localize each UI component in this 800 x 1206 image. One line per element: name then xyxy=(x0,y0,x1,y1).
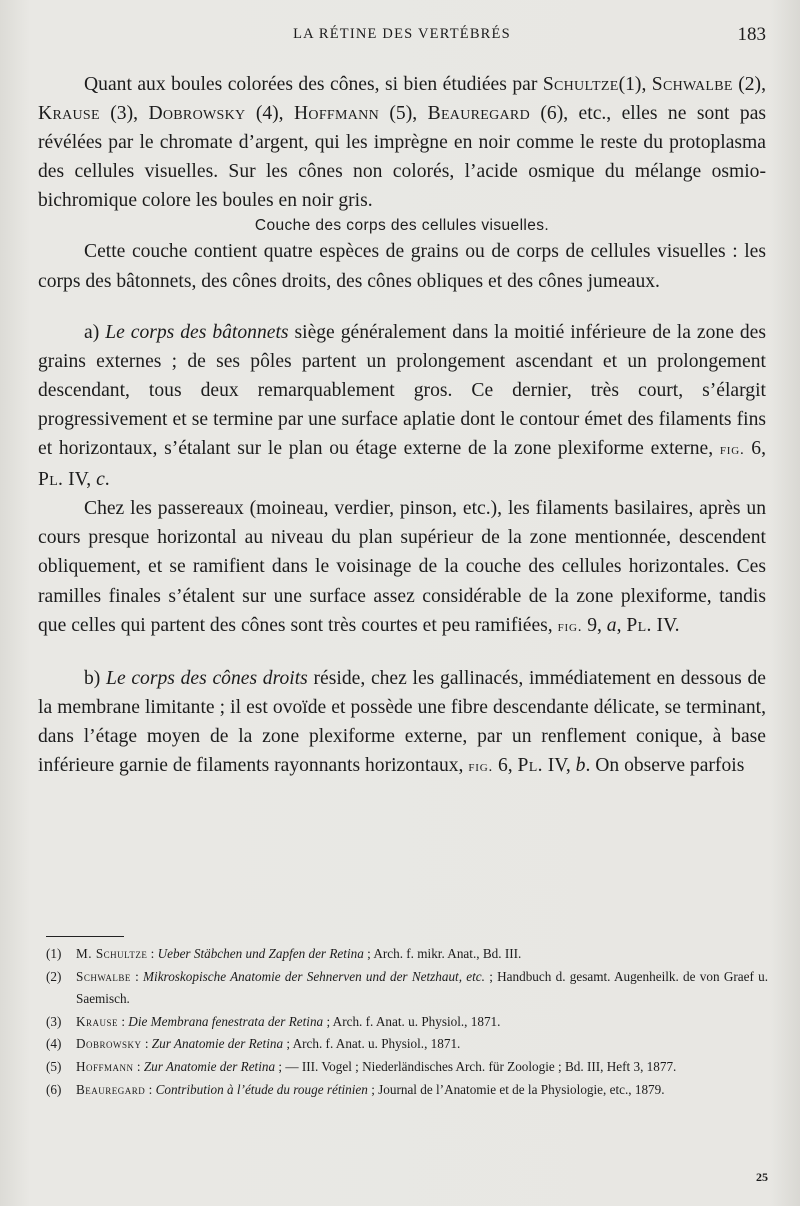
footnote-title: Contribution à l’étude du rouge rétinien xyxy=(155,1081,368,1097)
footnote-title: Die Membrana fenestrata der Retina xyxy=(128,1013,324,1029)
footnote-sep: : xyxy=(118,1013,129,1029)
footnote-author: M. Schultze xyxy=(76,946,148,961)
running-head xyxy=(38,24,766,48)
plate-ref-label: Pl. xyxy=(38,469,64,491)
paragraph-rod-bodies xyxy=(38,318,766,495)
footnote-number: (5) xyxy=(46,1058,62,1074)
item-label: a) xyxy=(84,321,106,343)
text-run: (4), xyxy=(245,103,294,125)
plate-ref-label: Pl. xyxy=(626,614,652,636)
paragraph-passerines xyxy=(38,494,766,641)
footnote-source: ; Arch. f. Anat. u. Physiol., 1871. xyxy=(323,1013,501,1029)
footnote-source: ; Journal de l’Anatomie et de la Physiologie, etc., 1879. xyxy=(367,1081,665,1097)
text-run: (1), xyxy=(618,74,652,95)
text-run: . On observe parfois xyxy=(585,754,745,776)
footnote-sep: : xyxy=(145,1081,156,1097)
page-number: 183 xyxy=(737,24,766,45)
item-title: Le corps des bâtonnets xyxy=(105,321,289,343)
footnote-title: Mikroskopische Anatomie der Sehnerven und der Netzhaut, etc. xyxy=(143,968,485,984)
running-title: LA RÉTINE DES VERTÉBRÉS xyxy=(293,26,511,42)
paragraph-colored-globules xyxy=(38,70,766,215)
footnote-source: ; Arch. f. mikr. Anat., Bd. III. xyxy=(363,946,522,961)
footnote-number: (4) xyxy=(46,1036,62,1052)
printer-signature: 25 xyxy=(756,1170,768,1184)
text-run: siège généralement dans la moitié inférieure de la zone des grains externes ; de ses pôles partent un prolongement ascendant et un prolongement descendant, tous deux remarquablement gros. Ce dernier, très court, s’élargit progressivement et se termine par une surface aplatie dont le contour émet des filaments fins et horizontaux, s’étalant sur le plan ou étage externe de la zone plexiforme externe, xyxy=(38,321,766,460)
paragraph-straight-cones xyxy=(38,664,766,782)
plate-ref-number: IV, xyxy=(542,754,576,776)
footnote-title: Zur Anatomie der Retina xyxy=(143,1058,276,1074)
footnote-source: ; — III. Vogel ; Niederländisches Arch. für Zoologie ; Bd. III, Heft 3, 1877. xyxy=(275,1058,677,1074)
footnote-title: Ueber Stäbchen und Zapfen der Retina xyxy=(157,946,364,961)
text-run: (5), xyxy=(379,103,428,125)
figure-ref-number: 6, xyxy=(744,438,766,460)
plate-ref-number: IV. xyxy=(651,614,680,636)
paragraph-layer-intro: Cette couche contient quatre espèces de grains ou de corps de cellules visuelles : les corps des bâtonnets, des cônes droits, des cônes obliques et des cônes jumeaux. xyxy=(38,241,766,292)
footnote-rule xyxy=(46,936,124,937)
footnote-source: ; Arch. f. Anat. u. Physiol., 1871. xyxy=(283,1036,461,1052)
figure-letter: b xyxy=(575,754,586,776)
footnote-number: (3) xyxy=(46,1013,62,1029)
footnote-author: Schwalbe xyxy=(76,968,131,984)
footnote-source: ; Handbuch d. gesamt. Augenheilk. de von Graef u. Saemisch. xyxy=(76,968,768,1007)
item-title: Le corps des cônes droits xyxy=(106,667,308,689)
footnote xyxy=(46,1033,768,1056)
figure-ref-label: fig. xyxy=(719,442,745,459)
footnote xyxy=(46,1079,768,1102)
figure-ref-number: 6, xyxy=(493,754,518,776)
footnote-author: Dobrowsky xyxy=(76,1036,142,1052)
figure-letter: a xyxy=(606,614,617,636)
footnote-sep: : xyxy=(133,1058,144,1074)
footnote xyxy=(46,943,768,966)
footnote-number: (1) xyxy=(46,946,62,961)
footnotes xyxy=(46,943,768,1101)
author-name: Schwalbe xyxy=(651,74,733,95)
footnote xyxy=(46,1056,768,1079)
author-name: Krause xyxy=(38,103,100,125)
footnote xyxy=(46,1011,768,1034)
text-run: (3), xyxy=(99,103,149,125)
footnote-sep: : xyxy=(147,946,158,961)
author-name: Dobrowsky xyxy=(148,103,246,125)
text-run: . xyxy=(104,469,110,491)
footnote-author: Beauregard xyxy=(76,1081,146,1097)
figure-letter: c xyxy=(96,469,105,491)
footnote-title: Zur Anatomie der Retina xyxy=(151,1036,284,1052)
footnote xyxy=(46,966,768,1011)
figure-ref-number: 9, xyxy=(582,614,607,636)
author-name: Beauregard xyxy=(427,103,530,125)
footnote-number: (6) xyxy=(46,1081,62,1097)
text-run: , xyxy=(616,614,627,636)
author-name: Schultze xyxy=(542,74,619,95)
text-run: Chez les passereaux (moineau, verdier, pinson, etc.), les filaments basilaires, après un cours presque horizontal au niveau du plan supérieur de la zone mentionnée, descendent obliquement, et se ramifient dans le voisinage de la couche des cellules horizontales. Ces ramilles finales s’étalent sur une surface assez considérable de la zone plexiforme, tandis que celles qui partent des cônes sont très courtes et peu ramifiées, xyxy=(38,498,766,636)
figure-ref-label: fig. xyxy=(557,618,583,635)
figure-ref-label: fig. xyxy=(468,758,494,775)
author-name: Hoffmann xyxy=(293,103,379,125)
plate-ref-number: IV, xyxy=(63,469,97,491)
text-run: (6), etc., elles ne sont pas révélées par le chromate d’argent, qui les imprègne en noir comme le reste du protoplasma des cellules visuelles. Sur les cônes non colorés, l’acide osmique du mélange osmio-bichromique colore les boules en noir gris. xyxy=(38,103,767,212)
text-run: réside, chez les gallinacés, immédiatement en dessous de la membrane limitante ; il est ovoïde et possède une fibre descendante délicate, se terminant, dans l’étage moyen de la zone plexiforme externe, par un renflement conique, à base inférieure garnie de filaments rayonnants horizontaux, xyxy=(38,667,766,776)
footnote-sep: : xyxy=(130,968,144,984)
text-run: (2), xyxy=(732,74,766,95)
section-heading: Couche des corps des cellules visuelles. xyxy=(254,217,550,235)
page-body xyxy=(38,70,766,782)
text-run: Quant aux boules colorées des cônes, si bien étudiées par xyxy=(84,74,543,95)
footnote-author: Hoffmann xyxy=(76,1058,134,1074)
footnote-author: Krause xyxy=(76,1013,119,1029)
footnote-number: (2) xyxy=(46,968,62,984)
item-label: b) xyxy=(84,667,107,689)
footnote-sep: : xyxy=(141,1036,152,1052)
plate-ref-label: Pl. xyxy=(517,754,543,776)
